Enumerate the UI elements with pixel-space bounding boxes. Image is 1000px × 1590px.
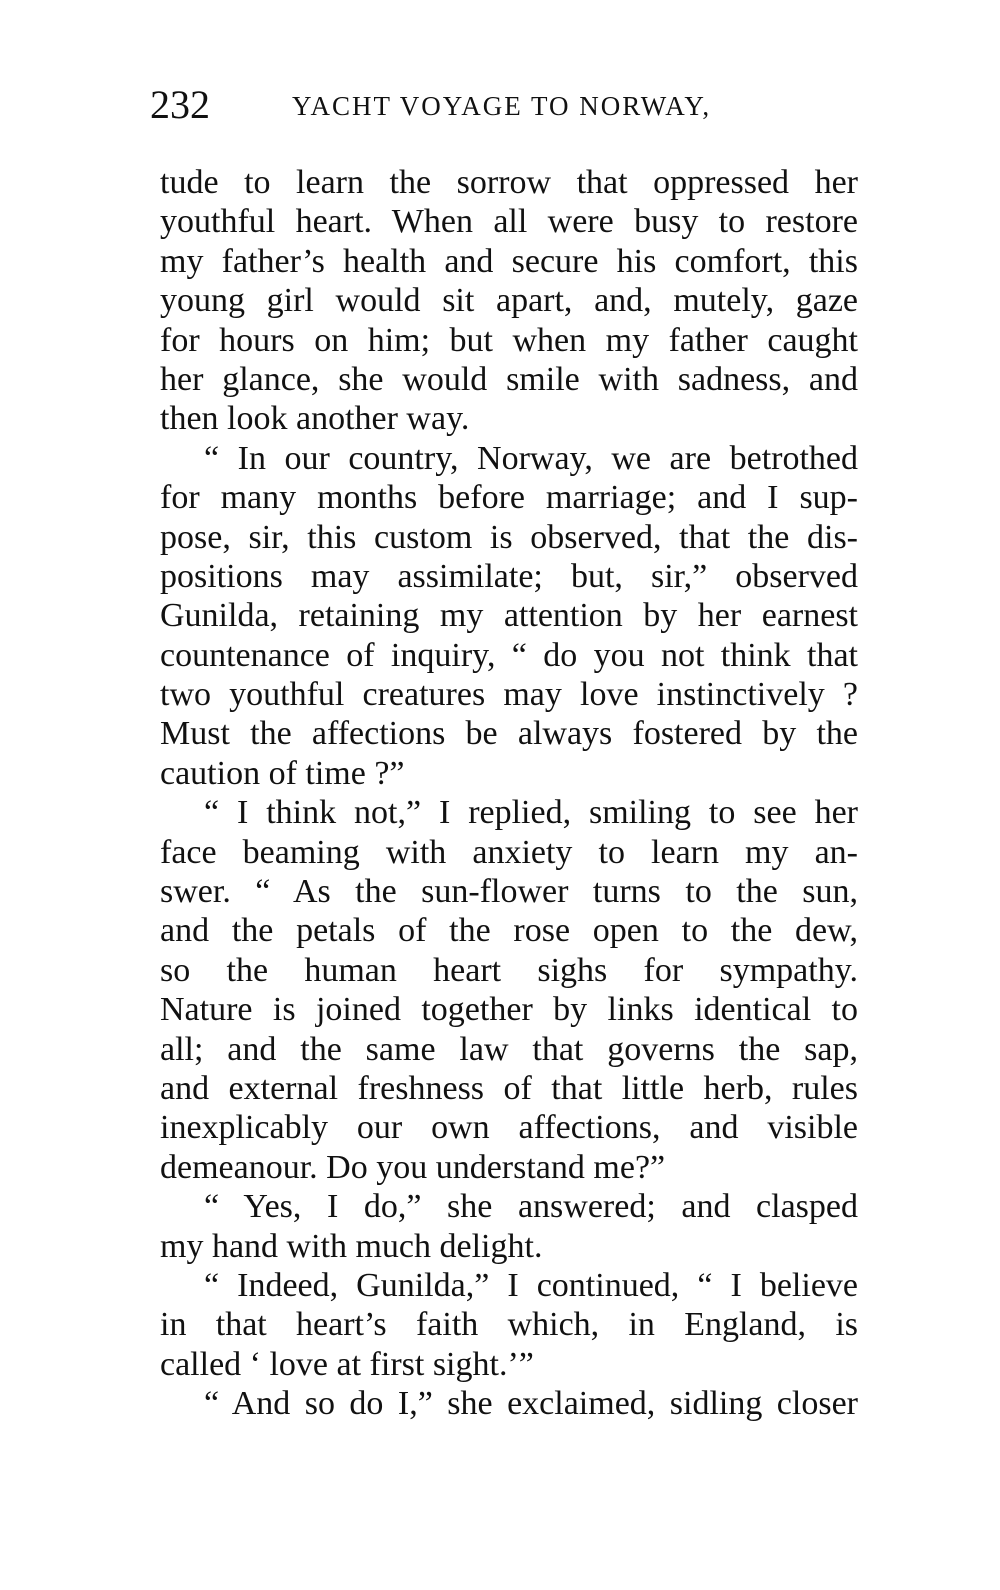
text-line: so the human heart sighs for sympathy. [160, 951, 858, 989]
text-line: caution of time ?” [160, 754, 405, 792]
text-line: “ I think not,” I replied, smiling to see her [204, 794, 858, 832]
text-line: countenance of inquiry, “ do you not think that [160, 636, 858, 674]
text-line: positions may assimilate; but, sir,” observed [160, 557, 858, 595]
running-head [150, 80, 860, 130]
text-line: “ Yes, I do,” she answered; and clasped [204, 1188, 858, 1226]
text-line: called ‘ love at first sight.’” [160, 1345, 534, 1383]
text-line: young girl would sit apart, and, mutely, gaze [160, 282, 858, 320]
text-line: and the petals of the rose open to the dew, [160, 912, 858, 950]
text-line: Gunilda, retaining my attention by her earnest [160, 597, 858, 635]
page-number: 232 [150, 82, 210, 127]
text-line: for many months before marriage; and I sup- [160, 479, 858, 517]
text-line: her glance, she would smile with sadness, and [160, 360, 858, 398]
text-line: Must the affections be always fostered by the [160, 715, 858, 753]
text-line: swer. “ As the sun-flower turns to the sun, [160, 873, 858, 911]
text-line: “ Indeed, Gunilda,” I continued, “ I believe [204, 1266, 858, 1304]
text-line: “ In our country, Norway, we are betrothed [204, 439, 858, 477]
text-line: demeanour. Do you understand me?” [160, 1148, 666, 1186]
body-text [160, 163, 858, 1424]
text-line: and external freshness of that little herb, rules [160, 1069, 858, 1107]
text-line: my father’s health and secure his comfort, this [160, 242, 858, 280]
text-line: youthful heart. When all were busy to restore [160, 203, 858, 241]
text-line: “ And so do I,” she exclaimed, sidling closer [204, 1385, 858, 1423]
text-line: inexplicably our own affections, and visible [160, 1109, 858, 1147]
text-line: two youthful creatures may love instinctively ? [160, 676, 858, 714]
text-line: face beaming with anxiety to learn my an- [160, 833, 858, 871]
text-line: in that heart’s faith which, in England, is [160, 1306, 858, 1344]
text-line: for hours on him; but when my father caught [160, 321, 858, 359]
text-line: my hand with much delight. [160, 1227, 543, 1265]
text-line: all; and the same law that governs the sap, [160, 1030, 858, 1068]
text-line: Nature is joined together by links identical to [160, 991, 858, 1029]
running-title: YACHT VOYAGE TO NORWAY, [292, 91, 712, 121]
text-line: then look another way. [160, 400, 470, 438]
text-line: pose, sir, this custom is observed, that the dis- [160, 518, 858, 556]
text-line: tude to learn the sorrow that oppressed her [160, 164, 858, 201]
